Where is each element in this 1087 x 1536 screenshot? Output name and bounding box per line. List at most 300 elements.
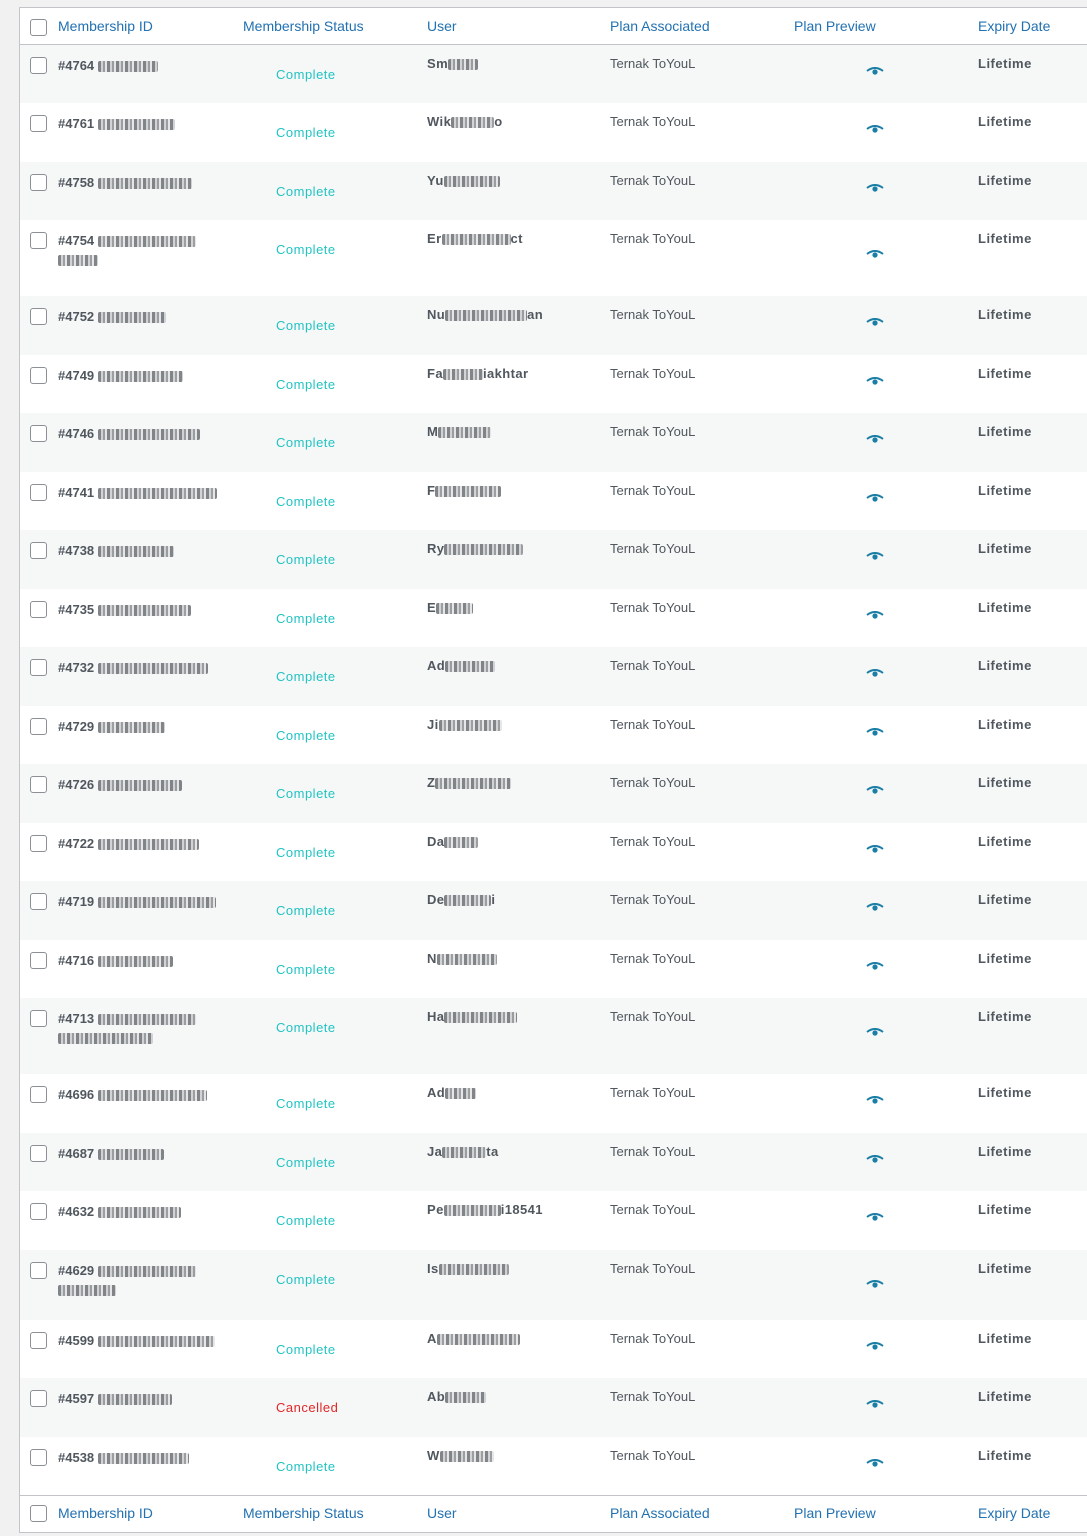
user-name-prefix: Da (427, 833, 445, 849)
membership-id-cell[interactable] (58, 998, 243, 1074)
eye-icon[interactable] (866, 1400, 884, 1408)
membership-id: #4738 (58, 543, 95, 558)
user-name-prefix: Nu (427, 307, 446, 322)
redacted-user (435, 486, 501, 497)
redacted-name (98, 119, 175, 130)
membership-id: #4752 (58, 309, 95, 324)
eye-icon[interactable] (866, 1213, 884, 1221)
eye-icon[interactable] (866, 1459, 884, 1467)
table-row (20, 296, 1087, 355)
row-checkbox[interactable] (30, 776, 47, 793)
column-footer-membership-id[interactable]: Membership ID (58, 1495, 243, 1530)
plan-associated[interactable]: Ternak ToYouL (610, 1085, 696, 1100)
membership-id-cell[interactable] (58, 296, 243, 355)
redacted-name (98, 1014, 196, 1025)
expiry-date: Lifetime (978, 833, 1032, 849)
plan-associated[interactable]: Ternak ToYouL (610, 716, 696, 732)
membership-id-cell[interactable] (58, 881, 243, 940)
expiry-date: Lifetime (978, 1009, 1032, 1024)
membership-status: Complete (276, 669, 336, 684)
plan-associated[interactable]: Ternak ToYouL (610, 231, 696, 246)
row-select-cell (20, 413, 58, 472)
membership-id-cell[interactable] (58, 1250, 243, 1320)
redacted-name (98, 839, 199, 850)
column-header-expiry-date[interactable]: Expiry Date (978, 8, 1087, 45)
user-cell[interactable] (427, 1437, 610, 1496)
membership-status: Complete (276, 1458, 336, 1474)
eye-icon[interactable] (866, 962, 884, 970)
row-select-cell (20, 530, 58, 589)
plan-preview-cell (794, 355, 978, 414)
table-row (20, 1133, 1087, 1192)
redacted-user (451, 117, 494, 128)
redacted-name (98, 429, 200, 440)
row-select-cell (20, 472, 58, 531)
membership-status: Complete (276, 1271, 336, 1287)
redacted-user (444, 176, 500, 187)
eye-icon[interactable] (866, 67, 884, 75)
redacted-name (98, 605, 191, 616)
plan-associated[interactable]: Ternak ToYouL (610, 172, 696, 188)
membership-status: Complete (276, 125, 336, 140)
redacted-name (98, 61, 158, 72)
plan-preview-cell (794, 1250, 978, 1320)
plan-associated[interactable]: Ternak ToYouL (610, 833, 696, 849)
memberships-table-container (19, 7, 1087, 1533)
membership-status: Complete (276, 1341, 336, 1357)
membership-id: #4597 (58, 1391, 95, 1406)
membership-id: #4687 (58, 1145, 95, 1161)
row-checkbox[interactable] (30, 601, 47, 618)
redacted-name (98, 1090, 207, 1101)
membership-id: #4746 (58, 426, 95, 441)
membership-id-cell[interactable] (58, 530, 243, 589)
row-select-cell (20, 764, 58, 823)
user-cell[interactable] (427, 472, 610, 531)
plan-associated[interactable]: Ternak ToYouL (610, 950, 696, 966)
column-header-membership-status[interactable]: Membership Status (243, 8, 427, 45)
plan-associated[interactable]: Ternak ToYouL (610, 541, 696, 556)
expiry-date: Lifetime (978, 892, 1032, 907)
membership-id: #4758 (58, 174, 95, 190)
redacted-name (98, 722, 165, 733)
redacted-name (58, 1285, 116, 1296)
eye-icon[interactable] (866, 728, 884, 736)
membership-status: Complete (276, 1154, 336, 1170)
redacted-name (98, 312, 166, 323)
membership-id: #4735 (58, 601, 95, 617)
row-select-cell (20, 1191, 58, 1250)
membership-id-cell[interactable] (58, 1133, 243, 1192)
redacted-name (58, 255, 98, 266)
column-footer-plan-associated[interactable]: Plan Associated (610, 1495, 794, 1530)
eye-icon[interactable] (866, 377, 884, 385)
row-checkbox[interactable] (30, 1390, 47, 1407)
plan-associated[interactable]: Ternak ToYouL (610, 1202, 696, 1217)
row-checkbox[interactable] (30, 57, 47, 74)
row-select-cell (20, 589, 58, 648)
membership-id: #4696 (58, 1087, 95, 1102)
plan-preview-cell (794, 530, 978, 589)
row-select-cell (20, 998, 58, 1074)
redacted-name (98, 1394, 172, 1405)
plan-preview-cell (794, 1378, 978, 1437)
membership-id-cell[interactable] (58, 1378, 243, 1437)
eye-icon[interactable] (866, 1028, 884, 1036)
select-all-checkbox[interactable] (30, 19, 47, 36)
user-name-suffix: i (491, 892, 496, 907)
user-name-prefix: F (427, 482, 436, 498)
column-header-user[interactable]: User (427, 8, 610, 45)
plan-preview-cell (794, 472, 978, 531)
user-name-prefix: Er (427, 231, 442, 246)
plan-associated[interactable]: Ternak ToYouL (610, 658, 696, 673)
redacted-name (98, 897, 216, 908)
column-footer-user[interactable]: User (427, 1495, 610, 1530)
row-select-cell (20, 823, 58, 882)
eye-icon[interactable] (866, 184, 884, 192)
user-cell[interactable] (427, 1378, 610, 1437)
plan-preview-cell (794, 998, 978, 1074)
user-cell[interactable] (427, 162, 610, 221)
row-select-cell (20, 1320, 58, 1379)
eye-icon[interactable] (866, 611, 884, 619)
row-select-cell (20, 706, 58, 765)
redacted-user (445, 1088, 476, 1099)
membership-id-cell[interactable] (58, 1437, 243, 1496)
user-cell[interactable] (427, 1133, 610, 1192)
membership-status: Complete (276, 242, 336, 257)
redacted-user (437, 1334, 520, 1345)
redacted-user (444, 895, 491, 906)
table-row (20, 1320, 1087, 1379)
user-name-prefix: Yu (427, 172, 444, 188)
user-name-prefix: Wik (427, 114, 452, 129)
user-cell[interactable] (427, 764, 610, 823)
table-row (20, 881, 1087, 940)
expiry-date: Lifetime (978, 1143, 1032, 1159)
row-select-cell (20, 1250, 58, 1320)
row-checkbox[interactable] (30, 835, 47, 852)
eye-icon[interactable] (866, 845, 884, 853)
plan-preview-cell (794, 1074, 978, 1133)
plan-associated[interactable]: Ternak ToYouL (610, 1447, 696, 1463)
plan-associated[interactable]: Ternak ToYouL (610, 1143, 696, 1159)
plan-associated[interactable]: Ternak ToYouL (610, 1260, 696, 1276)
user-cell[interactable] (427, 530, 610, 589)
row-select-cell (20, 220, 58, 296)
redacted-name (98, 1266, 196, 1277)
membership-id-cell[interactable] (58, 103, 243, 162)
row-checkbox[interactable] (30, 115, 47, 132)
eye-icon[interactable] (866, 786, 884, 794)
redacted-user (444, 837, 478, 848)
row-select-cell (20, 881, 58, 940)
membership-id-cell[interactable] (58, 413, 243, 472)
row-select-cell (20, 1378, 58, 1437)
redacted-name (98, 1149, 164, 1160)
user-cell[interactable] (427, 1250, 610, 1320)
eye-icon[interactable] (866, 435, 884, 443)
user-cell[interactable] (427, 1320, 610, 1379)
redacted-user (445, 1392, 486, 1403)
row-select-cell (20, 103, 58, 162)
table-row (20, 706, 1087, 765)
redacted-user (435, 778, 511, 789)
column-footer-plan-preview[interactable]: Plan Preview (794, 1495, 978, 1530)
membership-status: Complete (276, 318, 336, 333)
plan-associated[interactable]: Ternak ToYouL (610, 1389, 696, 1404)
user-cell[interactable] (427, 998, 610, 1074)
expiry-date: Lifetime (978, 307, 1032, 322)
table-row (20, 940, 1087, 999)
table-row (20, 45, 1087, 104)
eye-icon[interactable] (866, 494, 884, 502)
eye-icon[interactable] (866, 318, 884, 326)
plan-preview-cell (794, 162, 978, 221)
user-cell[interactable] (427, 940, 610, 999)
membership-id: #4722 (58, 835, 95, 851)
row-checkbox[interactable] (30, 367, 47, 384)
table-row (20, 530, 1087, 589)
user-name-suffix: ta (486, 1143, 499, 1159)
row-checkbox[interactable] (30, 1145, 47, 1162)
user-name-prefix: De (427, 892, 445, 907)
table-row (20, 1250, 1087, 1320)
table-row (20, 1437, 1087, 1496)
user-name-suffix: iakhtar (482, 365, 529, 381)
membership-id-cell[interactable] (58, 1074, 243, 1133)
plan-preview-cell (794, 1191, 978, 1250)
plan-associated[interactable]: Ternak ToYouL (610, 482, 696, 498)
row-checkbox[interactable] (30, 308, 47, 325)
plan-associated[interactable]: Ternak ToYouL (610, 307, 696, 322)
user-cell[interactable] (427, 45, 610, 104)
membership-id-cell[interactable] (58, 823, 243, 882)
membership-status: Complete (276, 1096, 336, 1111)
user-name-prefix: Is (427, 1260, 439, 1276)
membership-id-cell[interactable] (58, 355, 243, 414)
eye-icon[interactable] (866, 903, 884, 911)
membership-id-cell[interactable] (58, 1191, 243, 1250)
table-row (20, 1074, 1087, 1133)
row-checkbox[interactable] (30, 425, 47, 442)
eye-icon[interactable] (866, 552, 884, 560)
user-name-suffix: i18541 (500, 1202, 543, 1217)
redacted-user (438, 427, 491, 438)
plan-preview-cell (794, 413, 978, 472)
row-checkbox[interactable] (30, 1203, 47, 1220)
table-row (20, 589, 1087, 648)
table-header-row (20, 8, 1087, 45)
expiry-date: Lifetime (978, 424, 1032, 439)
column-header-plan-associated[interactable]: Plan Associated (610, 8, 794, 45)
select-all-checkbox-footer[interactable] (30, 1505, 47, 1522)
expiry-date: Lifetime (978, 231, 1032, 246)
row-select-cell (20, 355, 58, 414)
table-row (20, 1191, 1087, 1250)
eye-icon[interactable] (866, 250, 884, 258)
redacted-user (445, 661, 495, 672)
plan-preview-cell (794, 45, 978, 104)
row-checkbox[interactable] (30, 1262, 47, 1279)
row-checkbox[interactable] (30, 232, 47, 249)
membership-id: #4754 (58, 233, 95, 248)
row-select-cell (20, 647, 58, 706)
table-row (20, 647, 1087, 706)
redacted-user (445, 310, 527, 321)
membership-id-cell[interactable] (58, 220, 243, 296)
plan-preview-cell (794, 823, 978, 882)
expiry-date: Lifetime (978, 56, 1032, 71)
row-checkbox[interactable] (30, 893, 47, 910)
user-name-suffix: o (494, 114, 503, 129)
user-cell[interactable] (427, 1074, 610, 1133)
expiry-date: Lifetime (978, 1202, 1032, 1217)
membership-id-cell[interactable] (58, 940, 243, 999)
membership-status: Complete (276, 610, 336, 626)
redacted-name (98, 663, 208, 674)
eye-icon[interactable] (866, 1342, 884, 1350)
user-cell[interactable] (427, 881, 610, 940)
row-select-cell (20, 1133, 58, 1192)
user-name-prefix: Ha (427, 1009, 445, 1024)
membership-id: #4726 (58, 777, 95, 792)
redacted-user (436, 603, 473, 614)
row-checkbox[interactable] (30, 1086, 47, 1103)
redacted-name (98, 956, 173, 967)
user-name-prefix: Ja (427, 1143, 443, 1159)
plan-associated[interactable]: Ternak ToYouL (610, 365, 696, 381)
membership-id: #4629 (58, 1262, 95, 1278)
membership-id-cell[interactable] (58, 472, 243, 531)
table-row (20, 764, 1087, 823)
table-row (20, 998, 1087, 1074)
membership-id: #4729 (58, 718, 95, 734)
column-header-plan-preview[interactable]: Plan Preview (794, 8, 978, 45)
user-cell[interactable] (427, 823, 610, 882)
plan-associated[interactable]: Ternak ToYouL (610, 424, 696, 439)
expiry-date: Lifetime (978, 172, 1032, 188)
plan-preview-cell (794, 940, 978, 999)
user-name-prefix: Ji (427, 716, 439, 732)
plan-associated[interactable]: Ternak ToYouL (610, 599, 696, 615)
user-name-prefix: W (427, 1447, 440, 1463)
user-cell[interactable] (427, 1191, 610, 1250)
membership-id: #4732 (58, 660, 95, 675)
membership-status: Complete (276, 493, 336, 509)
membership-id-cell[interactable] (58, 647, 243, 706)
redacted-user (444, 544, 523, 555)
membership-status: Complete (276, 786, 336, 801)
user-name-prefix: A (427, 1330, 437, 1346)
plan-associated[interactable]: Ternak ToYouL (610, 1330, 696, 1346)
user-cell[interactable] (427, 355, 610, 414)
plan-preview-cell (794, 764, 978, 823)
membership-id-cell[interactable] (58, 45, 243, 104)
column-header-membership-id[interactable]: Membership ID (58, 8, 243, 45)
redacted-user (443, 369, 483, 380)
plan-associated[interactable]: Ternak ToYouL (610, 56, 696, 71)
membership-id: #4713 (58, 1011, 95, 1026)
row-checkbox[interactable] (30, 174, 47, 191)
user-name-prefix: Sm (427, 56, 449, 71)
row-checkbox[interactable] (30, 659, 47, 676)
row-checkbox[interactable] (30, 1332, 47, 1349)
user-cell[interactable] (427, 413, 610, 472)
eye-icon[interactable] (866, 1280, 884, 1288)
user-cell[interactable] (427, 103, 610, 162)
redacted-name (58, 1033, 153, 1044)
user-name-prefix: Pe (427, 1202, 444, 1217)
plan-associated[interactable]: Ternak ToYouL (610, 775, 696, 790)
membership-status: Complete (276, 552, 336, 567)
redacted-user (440, 1451, 494, 1462)
table-row (20, 162, 1087, 221)
table-row (20, 413, 1087, 472)
plan-preview-cell (794, 881, 978, 940)
user-cell[interactable] (427, 296, 610, 355)
redacted-user (439, 1264, 509, 1275)
row-select-cell (20, 940, 58, 999)
redacted-user (442, 1147, 486, 1158)
plan-preview-cell (794, 706, 978, 765)
row-checkbox[interactable] (30, 1449, 47, 1466)
table-row (20, 103, 1087, 162)
membership-id-cell[interactable] (58, 1320, 243, 1379)
column-footer-membership-status[interactable]: Membership Status (243, 1495, 427, 1530)
row-checkbox[interactable] (30, 542, 47, 559)
row-checkbox[interactable] (30, 1010, 47, 1027)
membership-status: Complete (276, 961, 336, 977)
membership-status: Complete (276, 67, 336, 82)
user-name-suffix: ct (510, 231, 523, 246)
membership-id-cell[interactable] (58, 162, 243, 221)
redacted-name (98, 236, 196, 247)
plan-associated[interactable]: Ternak ToYouL (610, 892, 696, 907)
membership-id-cell[interactable] (58, 764, 243, 823)
memberships-table (20, 8, 1087, 1530)
user-cell[interactable] (427, 589, 610, 648)
table-row (20, 1378, 1087, 1437)
membership-status: Cancelled (276, 1400, 339, 1415)
user-cell[interactable] (427, 220, 610, 296)
expiry-date: Lifetime (978, 950, 1032, 966)
plan-preview-cell (794, 647, 978, 706)
column-footer-expiry-date[interactable]: Expiry Date (978, 1495, 1087, 1530)
plan-preview-cell (794, 1320, 978, 1379)
row-checkbox[interactable] (30, 952, 47, 969)
eye-icon[interactable] (866, 125, 884, 133)
membership-id-cell[interactable] (58, 589, 243, 648)
row-checkbox[interactable] (30, 484, 47, 501)
plan-associated[interactable]: Ternak ToYouL (610, 1009, 696, 1024)
eye-icon[interactable] (866, 1155, 884, 1163)
redacted-user (448, 59, 478, 70)
user-cell[interactable] (427, 706, 610, 765)
plan-preview-cell (794, 1437, 978, 1496)
table-footer-row (20, 1495, 1087, 1530)
expiry-date: Lifetime (978, 482, 1032, 498)
row-checkbox[interactable] (30, 718, 47, 735)
eye-icon[interactable] (866, 669, 884, 677)
expiry-date: Lifetime (978, 1260, 1032, 1276)
user-cell[interactable] (427, 647, 610, 706)
membership-id-cell[interactable] (58, 706, 243, 765)
eye-icon[interactable] (866, 1096, 884, 1104)
plan-preview-cell (794, 589, 978, 648)
plan-associated[interactable]: Ternak ToYouL (610, 114, 696, 129)
